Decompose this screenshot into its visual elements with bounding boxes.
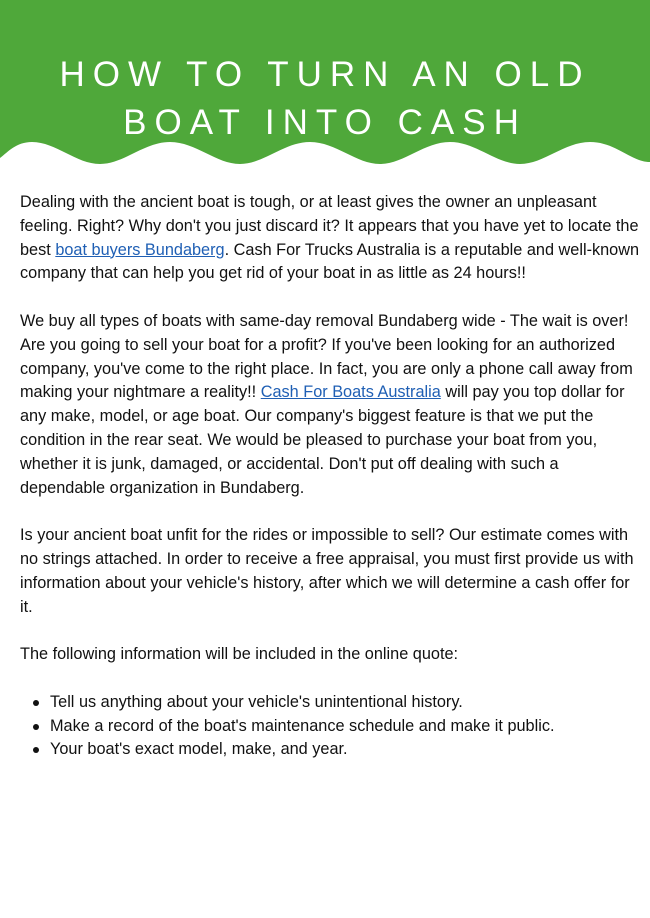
link-cash-for-boats-australia[interactable]: Cash For Boats Australia [260, 383, 441, 402]
header-banner [0, 0, 650, 180]
page-title [0, 51, 650, 147]
paragraph-estimate: Is your ancient boat unfit for the rides or impossible to sell? Our estimate comes with no strings attached. In order to receive a free appraisal, you must first provide us with information about your vehicle's history, after which we will determine a cash offer for it. [20, 526, 634, 616]
paragraph-services-text-2: will pay you top dollar for any make, model, or age boat. Our company's biggest feature is that we put the condition in the rear seat. We would be pleased to purchase your boat from you, whether it is junk, damaged, or accidental. Don't put off dealing with such a dependable organization in Bundaberg. [20, 383, 625, 497]
article-body [20, 191, 640, 762]
link-boat-buyers-bundaberg[interactable]: boat buyers Bundaberg [55, 240, 225, 259]
list-item [20, 691, 640, 715]
quote-intro: The following information will be included in the online quote: [20, 645, 459, 664]
list-item-text: Your boat's exact model, make, and year. [50, 740, 348, 759]
title-line-1: HOW TO TURN AN OLD [59, 55, 591, 95]
list-item-text: Tell us anything about your vehicle's unintentional history. [50, 692, 463, 711]
title-line-2: BOAT INTO CASH [123, 103, 527, 143]
paragraph-services [20, 310, 640, 500]
quote-info-list [20, 691, 640, 762]
paragraph-intro-text-2: . Cash For Trucks Australia is a reputable and well-known company that can help you get rid of your boat in as little as 24 hours!! [20, 240, 640, 283]
list-item-text: Make a record of the boat's maintenance schedule and make it public. [50, 716, 555, 735]
list-item [20, 715, 640, 739]
bullet-icon [33, 747, 39, 753]
bullet-icon [33, 700, 39, 706]
list-item [20, 738, 640, 762]
bullet-icon [33, 724, 39, 730]
paragraph-intro [20, 191, 640, 286]
paragraph-intro-text-1: Dealing with the ancient boat is tough, or at least gives the owner an unpleasant feeling. Right? Why don't you just discard it? It appears that you have yet to locate the best [20, 193, 639, 259]
paragraph-services-text-1: We buy all types of boats with same-day removal Bundaberg wide - The wait is over! Are you going to sell your boat for a profit? If you've been looking for an authorized company, you've come to the right place. In fact, you are only a phone call away from making your nightmare a reality!! [20, 311, 633, 402]
